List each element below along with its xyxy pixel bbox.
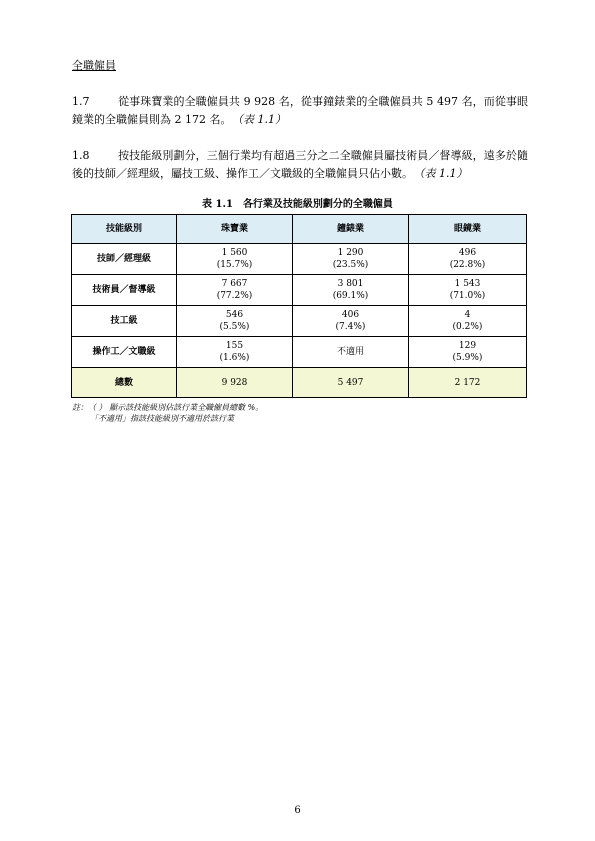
table-cell xyxy=(293,244,409,275)
cell-percentage: (71.0%) xyxy=(449,291,486,301)
table-row xyxy=(72,275,527,306)
total-label: 總數 xyxy=(72,368,177,398)
cell-value: 7 667 xyxy=(221,279,248,289)
employees-table xyxy=(71,214,527,398)
total-value: 2 172 xyxy=(409,368,527,398)
cell-percentage: (5.5%) xyxy=(219,322,250,332)
table-row xyxy=(72,244,527,275)
paragraph-text: 按技能級別劃分，三個行業均有超過三分之二全職僱員屬技術員／督導級，遠多於隨後的技師／經理級，屬技工級、操作工／文職級的全職僱員只佔小數。 xyxy=(72,149,528,180)
table-cell xyxy=(409,244,527,275)
table-caption xyxy=(0,198,595,212)
table-header-row xyxy=(72,215,527,244)
table-row xyxy=(72,337,527,368)
header-jewellery: 珠寶業 xyxy=(177,215,293,244)
paragraph-number: 1.8 xyxy=(72,149,90,162)
table-caption-number: 表 1.1 xyxy=(202,199,233,210)
cell-percentage: (0.2%) xyxy=(452,322,483,332)
table-cell xyxy=(409,337,527,368)
cell-value: 155 xyxy=(225,341,244,351)
cell-percentage: (69.1%) xyxy=(332,291,369,301)
table-note: 「不適用」指該技能級別不適用於該行業 xyxy=(90,414,234,423)
row-label: 技工級 xyxy=(72,306,177,337)
table-row xyxy=(72,306,527,337)
table-cell xyxy=(177,337,293,368)
cell-value: 546 xyxy=(225,310,244,320)
table-reference: （表 1.1） xyxy=(419,167,468,180)
cell-percentage: (15.7%) xyxy=(216,260,253,270)
cell-value: 1 290 xyxy=(337,248,364,258)
table-cell xyxy=(409,306,527,337)
total-value: 9 928 xyxy=(177,368,293,398)
cell-value: 4 xyxy=(464,310,471,320)
table-cell xyxy=(293,306,409,337)
header-skill-level: 技能級別 xyxy=(72,215,177,244)
page-number: 6 xyxy=(294,805,301,816)
cell-value: 1 560 xyxy=(221,248,248,258)
cell-percentage: (23.5%) xyxy=(332,260,369,270)
header-watch-clock: 鐘錶業 xyxy=(293,215,409,244)
cell-value: 129 xyxy=(458,341,477,351)
table-reference: （表 1.1） xyxy=(237,113,286,126)
row-label: 操作工／文職級 xyxy=(72,337,177,368)
header-optical: 眼鏡業 xyxy=(409,215,527,244)
cell-percentage: (7.4%) xyxy=(335,322,366,332)
table-cell xyxy=(293,275,409,306)
table-total-row xyxy=(72,368,527,398)
table-cell xyxy=(177,306,293,337)
paragraph-1-7 xyxy=(72,93,528,129)
cell-value: 496 xyxy=(458,248,477,258)
paragraph-text: 從事珠寶業的全職僱員共 9 928 名，從事鐘錶業的全職僱員共 5 497 名，而從事眼鏡業的全職僱員則為 2 172 名。 xyxy=(72,95,528,126)
paragraph-1-8 xyxy=(72,147,528,183)
table-cell xyxy=(177,275,293,306)
cell-value: 1 543 xyxy=(454,279,481,289)
total-value: 5 497 xyxy=(293,368,409,398)
cell-value: 不適用 xyxy=(336,347,364,357)
table-notes xyxy=(72,402,263,424)
cell-percentage: (1.6%) xyxy=(219,353,250,363)
cell-percentage: (22.8%) xyxy=(449,260,486,270)
cell-value: 406 xyxy=(341,310,360,320)
table-cell xyxy=(409,275,527,306)
table-note: 註：（ ） 顯示該技能級別佔該行業全職僱員總數 %。 xyxy=(72,403,264,412)
table-cell xyxy=(177,244,293,275)
row-label: 技師／經理級 xyxy=(72,244,177,275)
cell-percentage: (5.9%) xyxy=(452,353,483,363)
cell-percentage: (77.2%) xyxy=(216,291,253,301)
row-label: 技術員／督導級 xyxy=(72,275,177,306)
table-cell xyxy=(293,337,409,368)
section-title: 全職僱員 xyxy=(72,59,116,72)
table-caption-title: 各行業及技能級別劃分的全職僱員 xyxy=(242,199,393,210)
cell-value: 3 801 xyxy=(337,279,364,289)
paragraph-number: 1.7 xyxy=(72,95,90,108)
